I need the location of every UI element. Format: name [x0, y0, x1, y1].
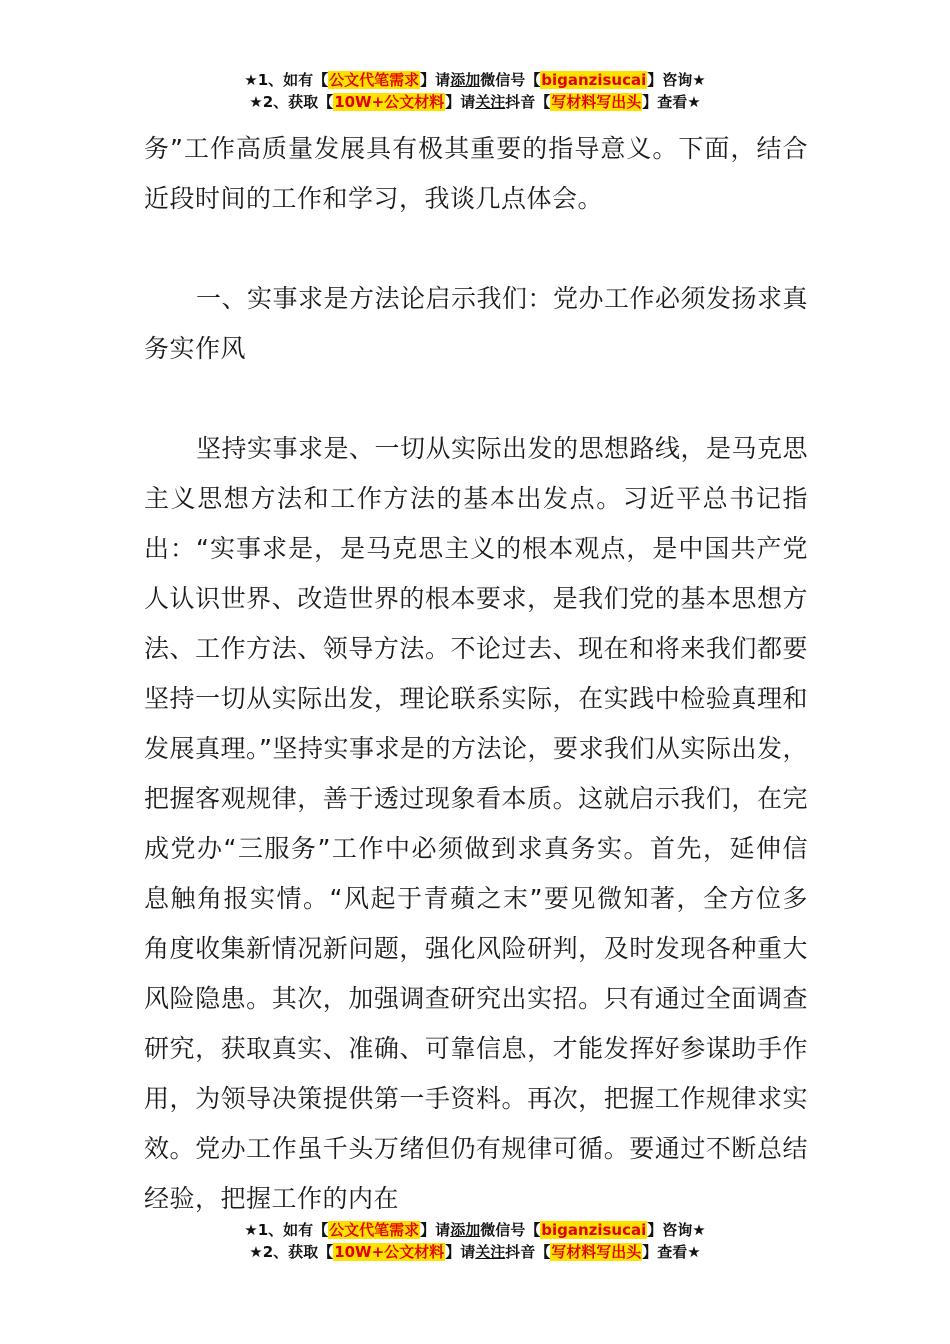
body-paragraph: 坚持实事求是、一切从实际出发的思想路线，是马克思主义思想方法和工作方法的基本出发点。习近平总书记指出：“实事求是，是马克思主义的根本观点，是中国共产党人认识世界、改造世界的根本要求，是我们党的基本思想方法、工作方法、领导方法。不论过去、现在和将来我们都要坚持一切从实际出发，理论联系实际，在实践中检验真理和发展真理。”坚持实事求是的方法论，要求我们从实际出发，把握客观规律，善于透过现象看本质。这就启示我们，在完成党办“三服务”工作中必须做到求真务实。首先，延伸信息触角报实情。“风起于青蘋之末”要见微知著，全方位多角度收集新情况新问题，强化风险研判，及时发现各种重大风险隐患。其次，加强调查研究出实招。只有通过全面调查研究，获取真实、准确、可靠信息，才能发挥好参谋助手作用，为领导决策提供第一手资料。再次，把握工作规律求实效。党办工作虽千头万绪但仍有规律可循。要通过不断总结经验，把握工作的内在	[144, 434, 809, 1213]
highlight-wechat-id: biganzisucai	[541, 71, 647, 89]
promo-banner-top	[0, 69, 950, 113]
promo-line-1: ★1、如有【公文代笔需求】请添加微信号【biganzisucai】咨询★	[244, 1221, 706, 1239]
document-body	[144, 124, 808, 1224]
highlight-wechat-id: biganzisucai	[541, 1221, 647, 1239]
promo-line-2: ★2、获取【10W+公文材料】请关注抖音【写材料写出头】查看★	[249, 1243, 701, 1261]
highlight-service: 公文代笔需求	[329, 71, 420, 89]
promo-line-2: ★2、获取【10W+公文材料】请关注抖音【写材料写出头】查看★	[249, 93, 701, 111]
highlight-materials: 10W+公文材料	[334, 93, 445, 111]
promo-line-1: ★1、如有【公文代笔需求】请添加微信号【biganzisucai】咨询★	[244, 71, 706, 89]
highlight-douyin: 写材料写出头	[551, 1243, 642, 1261]
highlight-materials: 10W+公文材料	[334, 1243, 445, 1261]
section-heading: 一、实事求是方法论启示我们：党办工作必须发扬求真务实作风	[144, 284, 809, 363]
highlight-service: 公文代笔需求	[329, 1221, 420, 1239]
intro-paragraph: 务”工作高质量发展具有极其重要的指导意义。下面，结合近段时间的工作和学习，我谈几点体会。	[144, 134, 808, 213]
promo-banner-bottom	[0, 1219, 950, 1263]
highlight-douyin: 写材料写出头	[551, 93, 642, 111]
